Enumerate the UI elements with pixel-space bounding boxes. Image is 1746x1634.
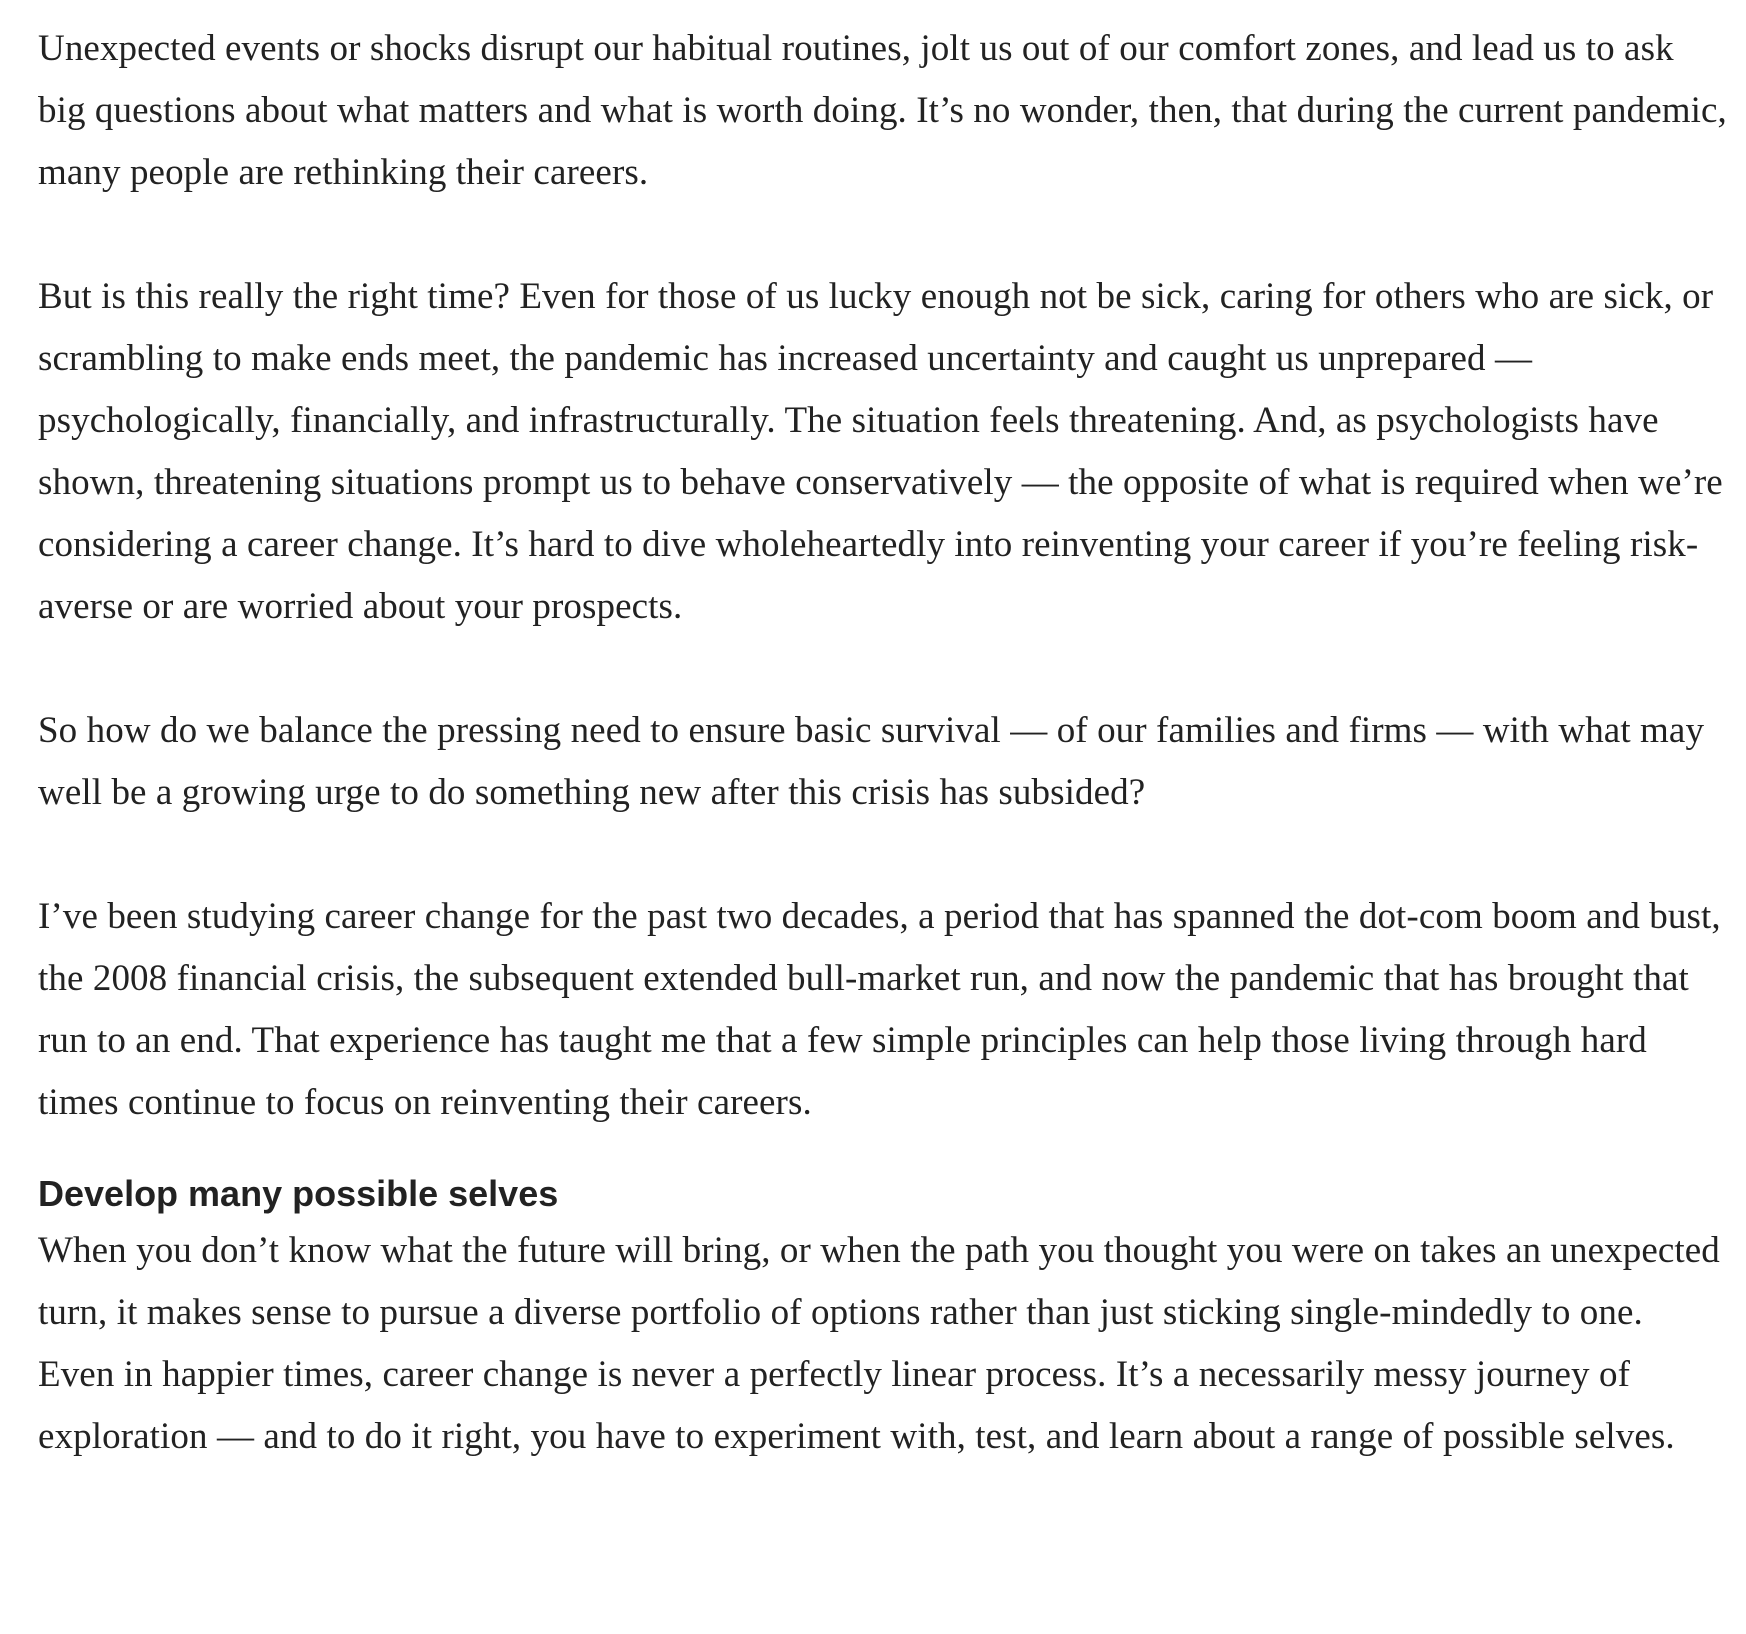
paragraph-possible-selves: When you don’t know what the future will bring, or when the path you thought you were on takes an unexpected turn, it makes sense to pursue a diverse portfolio of options rather than just sticking single-mindedly to one. Even in happier times, career change is never a perfectly linear process. It’s a necessarily messy journey of exploration — and to do it right, you have to experiment with, test, and learn about a range of possible selves.: [38, 1230, 1720, 1457]
article-body: [38, 18, 1728, 1468]
paragraph-studying: I’ve been studying career change for the past two decades, a period that has spanned the dot-com boom and bust, the 2008 financial crisis, the subsequent extended bull-market run, and now the pandemic that has brought that run to an end. That experience has taught me that a few simple principles can help those living through hard times continue to focus on reinventing their careers.: [38, 896, 1721, 1123]
paragraph-intro: Unexpected events or shocks disrupt our habitual routines, jolt us out of our comfort zones, and lead us to ask big questions about what matters and what is worth doing. It’s no wonder, then, that during the current pandemic, many people are rethinking their careers.: [38, 28, 1727, 193]
paragraph-balance: So how do we balance the pressing need to ensure basic survival — of our families and firms — with what may well be a growing urge to do something new after this crisis has subsided?: [38, 710, 1705, 813]
section-heading: Develop many possible selves: [38, 1173, 559, 1214]
paragraph-right-time: But is this really the right time? Even for those of us lucky enough not be sick, caring for others who are sick, or scrambling to make ends meet, the pandemic has increased uncertainty and caught us unprepared — psychologically, financially, and infrastructurally. The situation feels threatening. And, as psychologists have shown, threatening situations prompt us to behave conservatively — the opposite of what is required when we’re considering a career change. It’s hard to dive wholeheartedly into reinventing your career if you’re feeling risk-averse or are worried about your prospects.: [38, 276, 1723, 627]
